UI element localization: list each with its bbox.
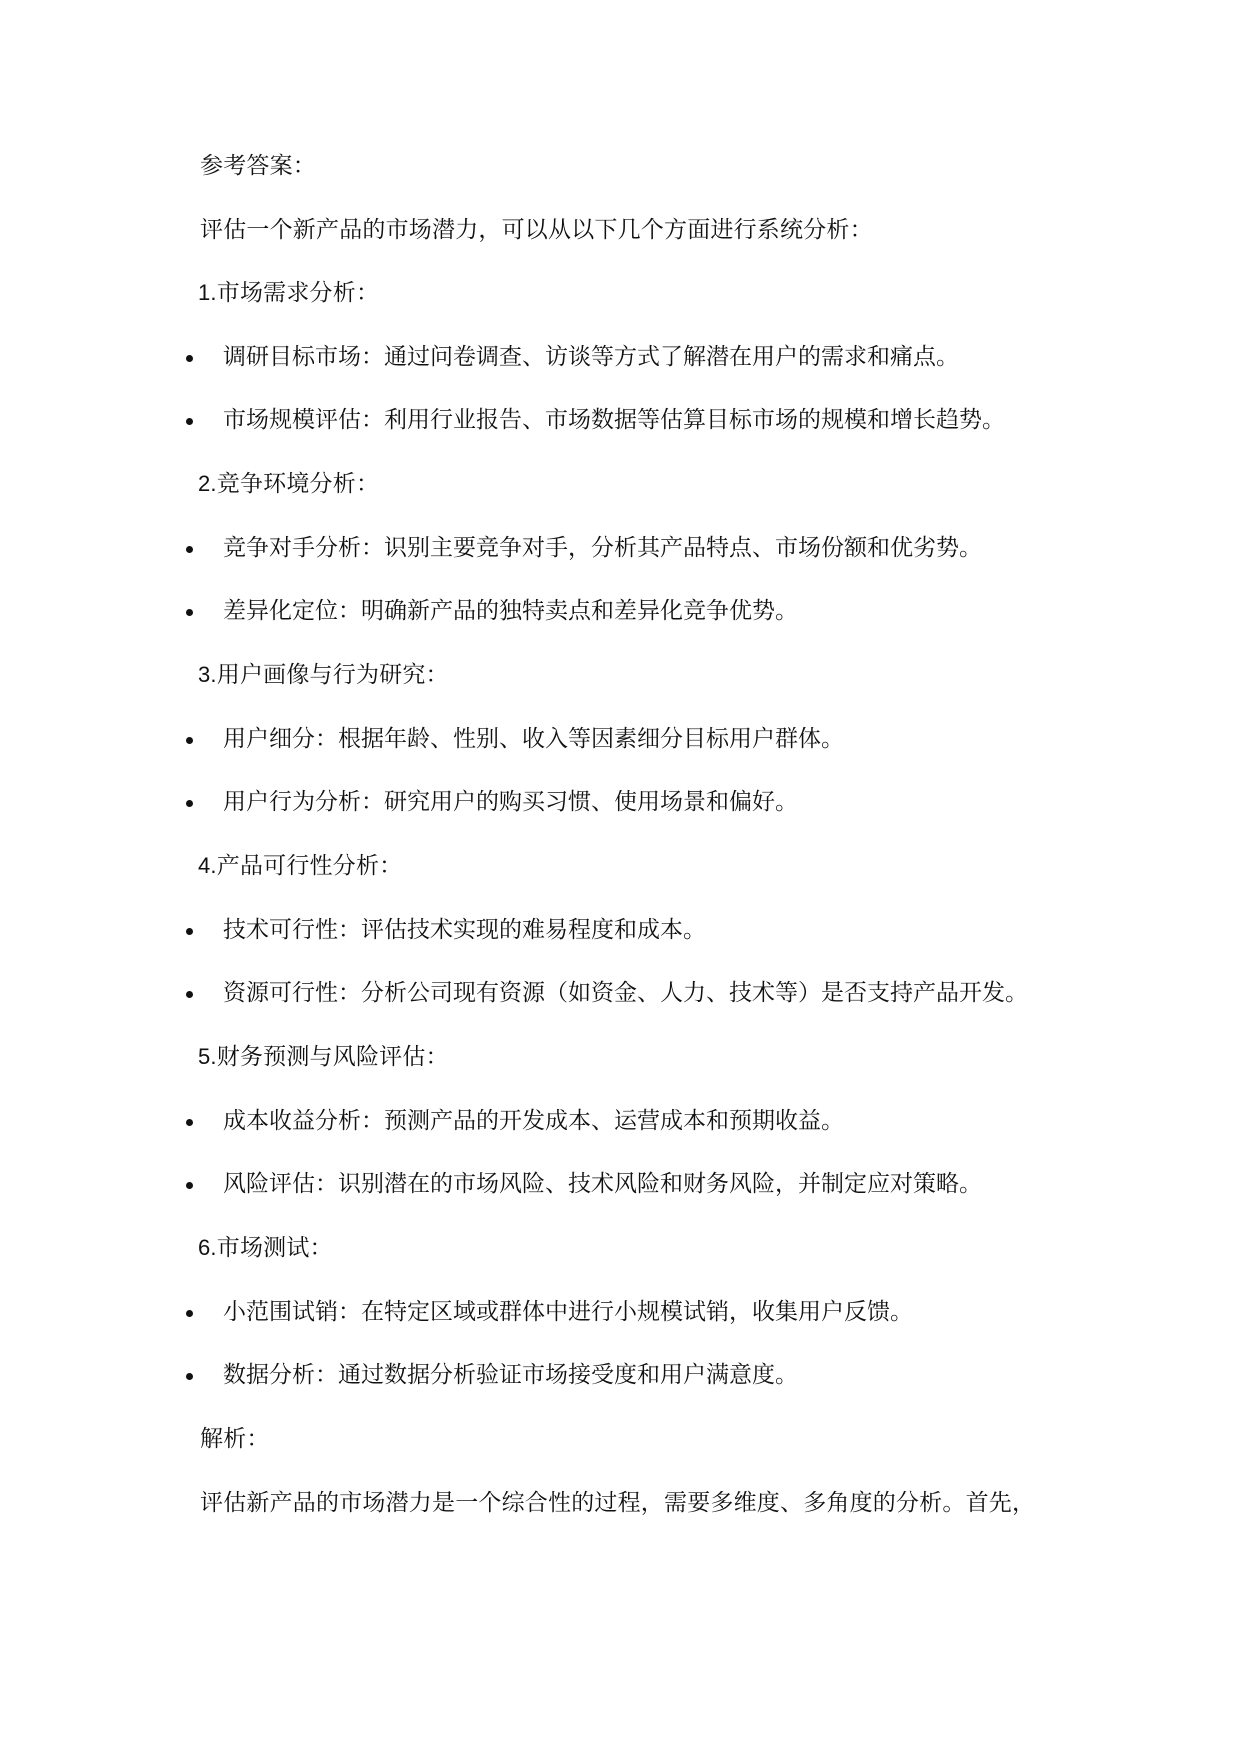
section-title: 财务预测与风险评估： (216, 1044, 449, 1070)
section-number: 4. (198, 853, 217, 878)
bullet-icon (186, 355, 193, 362)
bullet-icon (186, 418, 193, 425)
section-number: 6. (198, 1235, 217, 1260)
section-title: 产品可行性分析： (216, 853, 403, 879)
intro-paragraph: 评估一个新产品的市场潜力，可以从以下几个方面进行系统分析： (200, 217, 873, 243)
section-heading-6 (198, 1228, 333, 1268)
list-item-text: 成本收益分析：预测产品的开发成本、运营成本和预期收益。 (223, 1108, 844, 1134)
bullet-icon (186, 1373, 193, 1380)
bullet-icon (186, 609, 193, 616)
analysis-paragraph: 评估新产品的市场潜力是一个综合性的过程，需要多维度、多角度的分析。首先， (200, 1490, 1036, 1516)
bullet-icon (186, 1310, 193, 1317)
section-number: 1. (198, 280, 217, 305)
list-item-text: 风险评估：识别潜在的市场风险、技术风险和财务风险，并制定应对策略。 (223, 1171, 982, 1197)
section-number: 2. (198, 471, 217, 496)
section-title: 竞争环境分析： (216, 471, 380, 497)
list-item-text: 用户细分：根据年龄、性别、收入等因素细分目标用户群体。 (223, 726, 844, 752)
section-heading-2 (198, 464, 379, 504)
bullet-icon (186, 800, 193, 807)
section-number: 5. (198, 1044, 217, 1069)
list-item-text: 用户行为分析：研究用户的购买习惯、使用场景和偏好。 (223, 789, 798, 815)
bullet-icon (186, 546, 193, 553)
bullet-icon (186, 991, 193, 998)
section-title: 用户画像与行为研究： (216, 662, 449, 688)
list-item-text: 调研目标市场：通过问卷调查、访谈等方式了解潜在用户的需求和痛点。 (223, 344, 959, 370)
section-title: 市场测试： (216, 1235, 333, 1261)
section-heading-3 (198, 655, 449, 695)
analysis-label: 解析： (200, 1426, 270, 1452)
list-item-text: 小范围试销：在特定区域或群体中进行小规模试销，收集用户反馈。 (223, 1299, 913, 1325)
list-item-text: 数据分析：通过数据分析验证市场接受度和用户满意度。 (223, 1362, 798, 1388)
answer-label: 参考答案： (200, 153, 316, 179)
bullet-icon (186, 1182, 193, 1189)
section-title: 市场需求分析： (216, 280, 380, 306)
list-item-text: 竞争对手分析：识别主要竞争对手，分析其产品特点、市场份额和优劣势。 (223, 535, 982, 561)
section-heading-5 (198, 1037, 449, 1077)
bullet-icon (186, 1119, 193, 1126)
list-item-text: 差异化定位：明确新产品的独特卖点和差异化竞争优势。 (223, 598, 798, 624)
section-number: 3. (198, 662, 217, 687)
bullet-icon (186, 928, 193, 935)
bullet-icon (186, 737, 193, 744)
list-item-text: 资源可行性：分析公司现有资源（如资金、人力、技术等）是否支持产品开发。 (223, 980, 1028, 1006)
section-heading-4 (198, 846, 402, 886)
list-item-text: 市场规模评估：利用行业报告、市场数据等估算目标市场的规模和增长趋势。 (223, 407, 1005, 433)
list-item-text: 技术可行性：评估技术实现的难易程度和成本。 (223, 917, 706, 943)
section-heading-1 (198, 273, 379, 313)
